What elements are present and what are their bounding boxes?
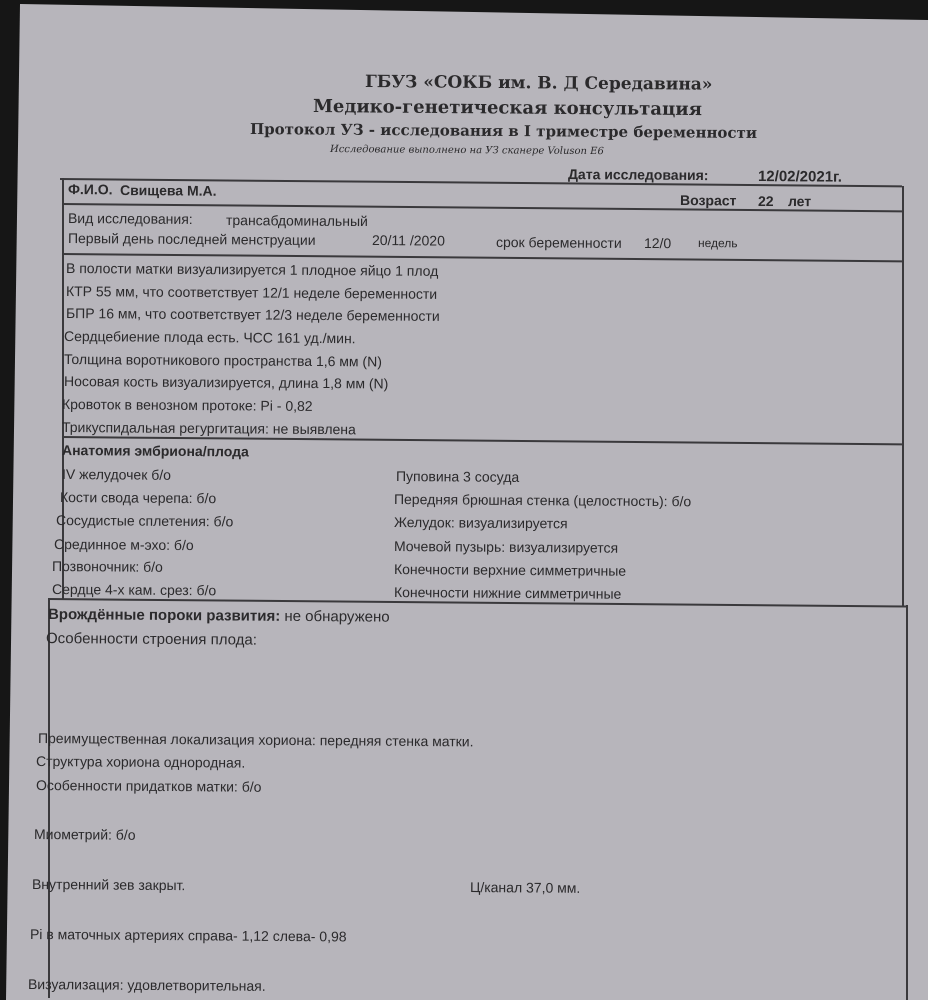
term-value: 12/0: [643, 235, 672, 252]
protocol-title: Протокол УЗ - исследования в I триместре беременности: [249, 120, 758, 142]
chorion-structure: Структура хориона однородная.: [35, 753, 246, 771]
exam-date-value: 12/02/2021г.: [757, 168, 843, 186]
anatomy-right-item: Конечности нижние симметричные: [393, 584, 622, 602]
anatomy-left-item: Кости свода черепа: б/о: [59, 489, 217, 507]
anatomy-left-item: IV желудочек б/о: [61, 466, 172, 483]
term-unit: недель: [697, 236, 738, 251]
visualization-quality: Визуализация: удовлетворительная.: [27, 976, 266, 994]
tricuspid-finding: Трикуспидальная регургитация: не выявлена: [61, 419, 356, 438]
study-type-value: трансабдоминальный: [225, 212, 368, 230]
nuchal-finding: Толщина воротникового пространства 1,6 мм (N): [63, 351, 382, 370]
anatomy-right-item: Мочевой пузырь: визуализируется: [393, 538, 619, 556]
anatomy-right-item: Желудок: визуализируется: [393, 514, 568, 532]
exam-date-label: Дата исследования:: [567, 166, 709, 184]
age-value: 22: [757, 193, 774, 210]
nasal-bone-finding: Носовая кость визуализируется, длина 1,8 мм (N): [63, 373, 389, 392]
age-unit: лет: [787, 193, 812, 210]
term-label: срок беременности: [495, 234, 622, 251]
age-label: Возраст: [679, 192, 737, 209]
lmp-label: Первый день последней менструации: [67, 230, 316, 248]
anatomy-left-item: Срединное м-эхо: б/о: [53, 536, 194, 554]
cervical-canal: Ц/канал 37,0 мм.: [469, 879, 581, 896]
scanner-note: Исследование выполнено на УЗ сканере Voluson E6: [329, 144, 604, 158]
malformations-label: Врождённые пороки развития:: [47, 606, 281, 625]
anatomy-right-item: Передняя брюшная стенка (целостность): б/о: [393, 491, 692, 510]
anatomy-left-item: Сосудистые сплетения: б/о: [55, 512, 234, 530]
uterine-appendages: Особенности придатков матки: б/о: [35, 777, 262, 795]
internal-os: Внутренний зев закрыт.: [31, 876, 186, 894]
department-title: Медико-генетическая консультация: [312, 96, 703, 121]
cavity-finding: В полости матки визуализируется 1 плодное яйцо 1 плод: [65, 260, 439, 279]
patient-name: Свищева М.А.: [119, 182, 217, 199]
myometrium: Миометрий: б/о: [33, 826, 136, 843]
uterine-arteries-pi: Pi в маточных артериях справа- 1,12 слева- 0,98: [29, 926, 347, 945]
study-type-label: Вид исследования:: [67, 210, 193, 227]
anatomy-title: Анатомия эмбриона/плода: [61, 442, 249, 460]
anatomy-right-item: Конечности верхние симметричные: [393, 561, 627, 579]
features-label: Особенности строения плода:: [45, 630, 257, 649]
anatomy-left-item: Позвоночник: б/о: [51, 558, 163, 575]
malformations-line: [48, 606, 390, 626]
chorion-localization: Преимущественная локализация хориона: передняя стенка матки.: [37, 730, 474, 750]
institution-title: ГБУЗ «СОКБ им. В. Д Середавина»: [364, 72, 713, 95]
malformations-value: не обнаружено: [280, 607, 390, 626]
lower-right-border: [906, 605, 908, 1000]
lmp-value: 20/11 /2020: [371, 232, 445, 249]
table-right-border: [902, 186, 904, 606]
ductus-finding: Кровоток в венозном протоке: Pi - 0,82: [61, 396, 313, 414]
ktr-finding: КТР 55 мм, что соответствует 12/1 неделе беременности: [65, 283, 438, 302]
anatomy-left-item: Сердце 4-х кам. срез: б/о: [51, 581, 217, 599]
bpr-finding: БПР 16 мм, что соответствует 12/3 неделе беременности: [65, 305, 440, 324]
heartbeat-finding: Сердцебиение плода есть. ЧСС 161 уд./мин.: [63, 328, 356, 347]
fio-label: Ф.И.О.: [67, 181, 113, 198]
anatomy-right-item: Пуповина 3 сосуда: [395, 468, 520, 485]
